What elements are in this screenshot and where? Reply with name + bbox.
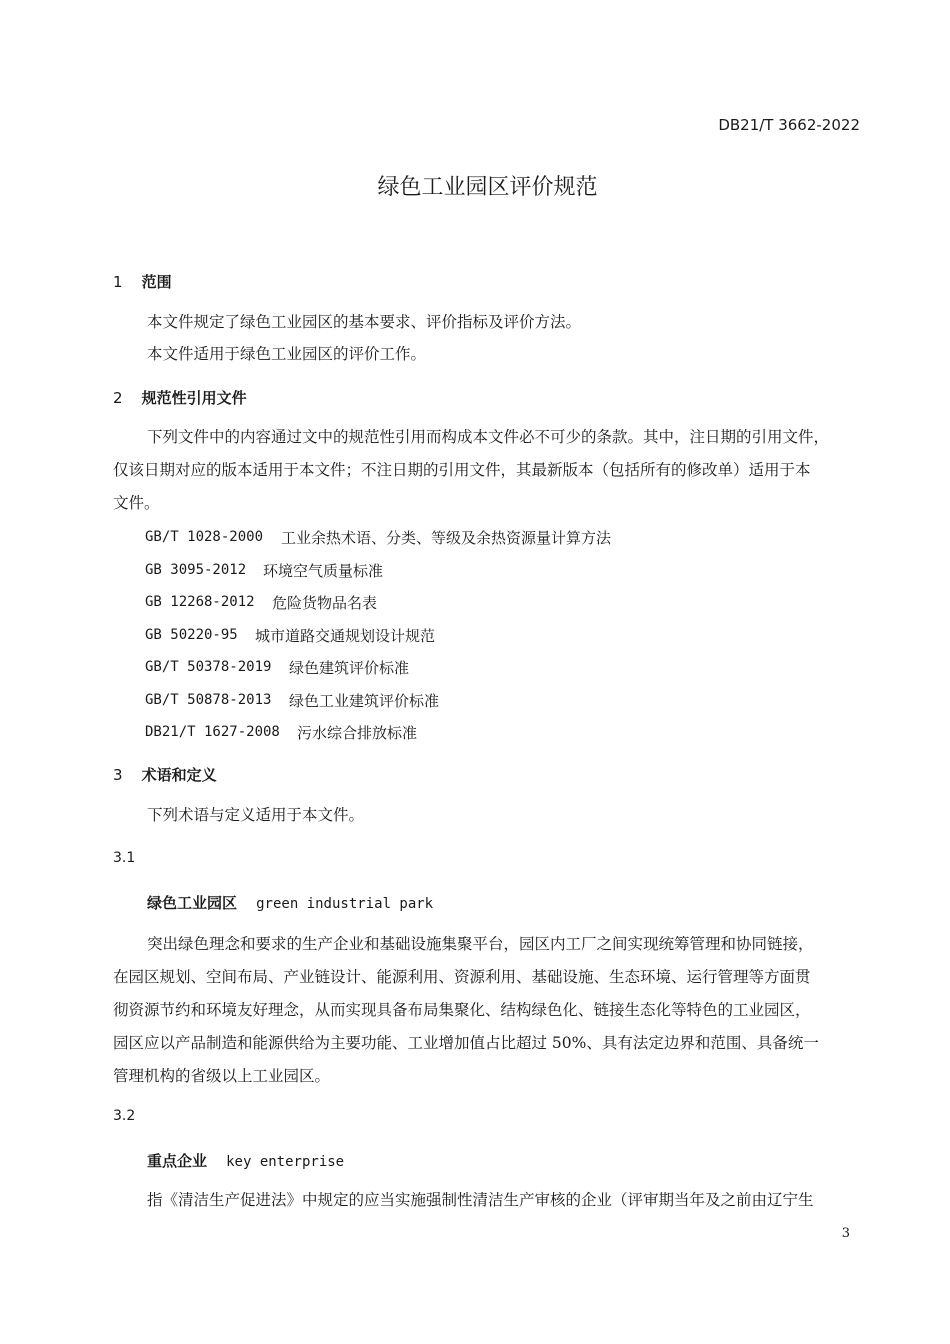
reference-name: 危险货物品名表 [272, 594, 378, 612]
document-code: DB21/T 3662-2022 [718, 116, 860, 134]
section-3-intro: 下列术语与定义适用于本文件。 [147, 806, 365, 824]
term-title [147, 1150, 344, 1171]
page-number: 3 [841, 1226, 850, 1241]
section-1-paragraph: 本文件适用于绿色工业园区的评价工作。 [147, 345, 427, 363]
term-chinese: 绿色工业园区 [147, 894, 238, 912]
section-2-intro-line: 下列文件中的内容通过文中的规范性引用而构成本文件必不可少的条款。其中，注日期的引用文件， [147, 428, 830, 446]
term-title [147, 892, 433, 913]
section-heading: 规范性引用文件 [141, 389, 247, 407]
reference-code: GB 12268-2012 [145, 594, 255, 610]
term-chinese: 重点企业 [147, 1152, 208, 1170]
reference-code: GB 3095-2012 [145, 562, 247, 578]
term-definition-line: 在园区规划、空间布局、产业链设计、能源利用、资源利用、基础设施、生态环境、运行管理等方面贯 [113, 968, 811, 986]
section-number: 2 [113, 389, 123, 407]
term-definition-line: 突出绿色理念和要求的生产企业和基础设施集聚平台，园区内工厂之间实现统筹管理和协同链接， [147, 935, 814, 953]
reference-name: 环境空气质量标准 [263, 562, 384, 580]
reference-name: 城市道路交通规划设计规范 [255, 627, 436, 645]
section-3-heading [113, 764, 217, 785]
section-2-intro-line: 文件。 [113, 494, 160, 512]
term-definition-line: 管理机构的省级以上工业园区。 [113, 1067, 331, 1085]
page-title: 绿色工业园区评价规范 [377, 175, 598, 200]
term-definition-line: 指《清洁生产促进法》中规定的应当实施强制性清洁生产审核的企业（评审期当年及之前由辽宁生 [147, 1191, 814, 1209]
section-number: 3 [113, 766, 123, 784]
reference-name: 绿色工业建筑评价标准 [289, 692, 440, 710]
reference-code: DB21/T 1627-2008 [145, 724, 280, 740]
term-english: green industrial park [256, 896, 434, 912]
section-heading: 范围 [141, 273, 172, 291]
reference-name: 工业余热术语、分类、等级及余热资源量计算方法 [281, 529, 612, 547]
section-1-heading [113, 271, 172, 292]
reference-name: 绿色建筑评价标准 [289, 659, 410, 677]
section-2-intro-line: 仅该日期对应的版本适用于本文件；不注日期的引用文件，其最新版本（包括所有的修改单）适用于本 [113, 461, 811, 479]
section-2-heading [113, 387, 247, 408]
reference-code: GB/T 50378-2019 [145, 659, 272, 675]
term-english: key enterprise [226, 1154, 345, 1170]
term-definition-line: 园区应以产品制造和能源供给为主要功能、工业增加值占比超过 50%、具有法定边界和范围、具备统一 [113, 1034, 819, 1052]
section-heading: 术语和定义 [141, 766, 217, 784]
term-number: 3.1 [113, 850, 136, 866]
reference-code: GB/T 50878-2013 [145, 692, 272, 708]
section-number: 1 [113, 273, 123, 291]
reference-name: 污水综合排放标准 [297, 724, 418, 742]
term-number: 3.2 [113, 1108, 136, 1124]
reference-code: GB 50220-95 [145, 627, 238, 643]
section-1-paragraph: 本文件规定了绿色工业园区的基本要求、评价指标及评价方法。 [147, 313, 582, 331]
term-definition-line: 彻资源节约和环境友好理念，从而实现具备布局集聚化、结构绿色化、链接生态化等特色的工业园区， [113, 1001, 811, 1019]
reference-code: GB/T 1028-2000 [145, 529, 264, 545]
